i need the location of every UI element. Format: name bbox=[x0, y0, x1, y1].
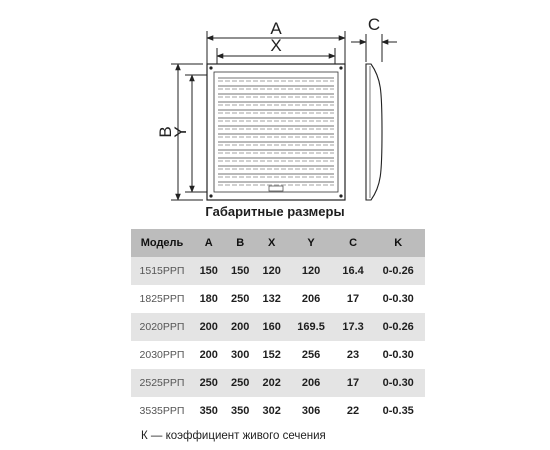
cell-k: 0-0.30 bbox=[382, 293, 414, 305]
cell-y: 169.5 bbox=[287, 313, 334, 341]
cell-y: 206 bbox=[301, 293, 321, 305]
cell-c: 17 bbox=[335, 369, 372, 397]
dim-x-label: X bbox=[270, 36, 282, 55]
table-header-row bbox=[131, 229, 425, 257]
cell-b: 150 bbox=[224, 257, 255, 285]
dim-c-label: C bbox=[367, 15, 381, 34]
table-row bbox=[131, 285, 425, 313]
cell-model: 2525РРП bbox=[131, 369, 193, 397]
cell-c: 17 bbox=[346, 293, 360, 305]
cell-k: 0-0.30 bbox=[382, 349, 414, 361]
cell-b: 250 bbox=[224, 369, 255, 397]
cell-a: 250 bbox=[193, 369, 224, 397]
cell-model: 2020РРП bbox=[131, 313, 193, 341]
dim-b-label: B bbox=[156, 126, 175, 138]
cell-c: 23 bbox=[346, 349, 360, 361]
cell-b: 300 bbox=[231, 349, 250, 361]
dimensions-caption: Габаритные размеры bbox=[205, 204, 345, 219]
table-row bbox=[131, 369, 425, 397]
cell-model: 1825РРП bbox=[139, 293, 185, 305]
cell-k: 0-0.26 bbox=[371, 257, 425, 285]
cell-b: 200 bbox=[224, 313, 255, 341]
cell-c: 17.3 bbox=[335, 313, 372, 341]
header-k: K bbox=[371, 229, 425, 257]
cell-c: 22 bbox=[346, 405, 360, 417]
cell-b: 250 bbox=[231, 293, 250, 305]
cell-a: 200 bbox=[193, 313, 224, 341]
table-row bbox=[131, 397, 425, 425]
cell-x: 302 bbox=[262, 405, 281, 417]
header-a: A bbox=[193, 229, 224, 257]
cell-x: 160 bbox=[256, 313, 287, 341]
cell-a: 180 bbox=[199, 293, 218, 305]
cell-a: 200 bbox=[199, 349, 218, 361]
footnote-k-coefficient: К — коэффициент живого сечения bbox=[141, 430, 326, 442]
table-row bbox=[131, 313, 425, 341]
dimensions-table bbox=[131, 229, 425, 425]
dim-a-label: A bbox=[270, 19, 282, 38]
header-c: C bbox=[335, 229, 372, 257]
cell-y: 306 bbox=[301, 405, 321, 417]
cell-x: 132 bbox=[262, 293, 281, 305]
grille-dimension-drawing bbox=[0, 0, 550, 205]
cell-y: 256 bbox=[301, 349, 321, 361]
cell-k: 0-0.26 bbox=[371, 313, 425, 341]
grille-side-view bbox=[366, 64, 382, 200]
cell-x: 152 bbox=[262, 349, 281, 361]
cell-a: 150 bbox=[193, 257, 224, 285]
cell-x: 202 bbox=[256, 369, 287, 397]
cell-y: 206 bbox=[287, 369, 334, 397]
dim-y-label: Y bbox=[171, 126, 190, 138]
cell-model: 2030РРП bbox=[139, 349, 185, 361]
table-row bbox=[131, 341, 425, 369]
grille-front-view bbox=[207, 64, 345, 200]
cell-y: 120 bbox=[287, 257, 334, 285]
header-y: Y bbox=[287, 229, 334, 257]
cell-k: 0-0.35 bbox=[382, 405, 414, 417]
header-b: B bbox=[224, 229, 255, 257]
cell-k: 0-0.30 bbox=[371, 369, 425, 397]
cell-x: 120 bbox=[256, 257, 287, 285]
table-row bbox=[131, 257, 425, 285]
cell-b: 350 bbox=[231, 405, 250, 417]
cell-model: 1515РРП bbox=[131, 257, 193, 285]
cell-model: 3535РРП bbox=[139, 405, 185, 417]
header-x: X bbox=[256, 229, 287, 257]
cell-c: 16.4 bbox=[335, 257, 372, 285]
header-model: Модель bbox=[131, 229, 193, 257]
cell-a: 350 bbox=[199, 405, 218, 417]
